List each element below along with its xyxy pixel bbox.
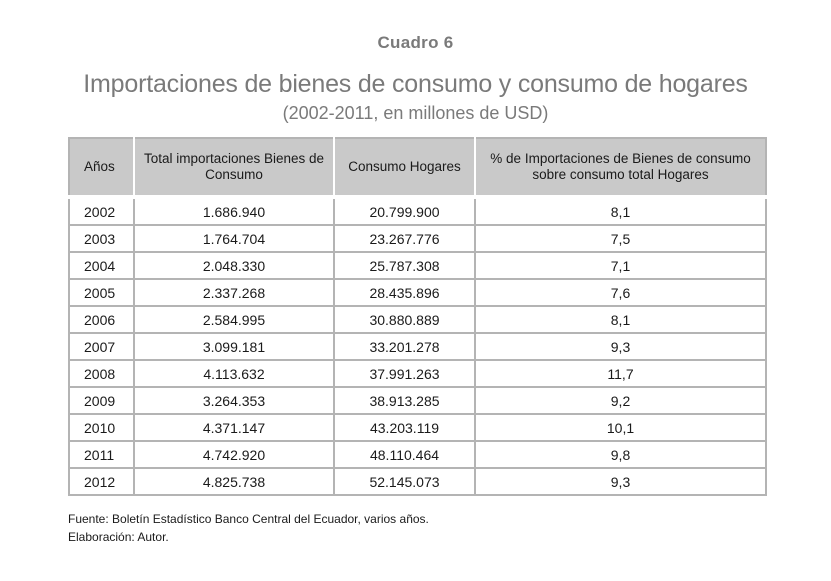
- household-consumption-cell: 38.913.285: [334, 387, 475, 414]
- table-notes: [68, 510, 429, 546]
- column-header-household-consumption: Consumo Hogares: [334, 138, 475, 197]
- table-row: [69, 252, 766, 279]
- import-percentage-cell: 9,3: [475, 333, 766, 360]
- year-cell: 2007: [69, 333, 134, 360]
- column-header-import-percentage: % de Importaciones de Bienes de consumo sobre consumo total Hogares: [475, 138, 766, 197]
- table-row: [69, 306, 766, 333]
- import-percentage-cell: 11,7: [475, 360, 766, 387]
- total-imports-cell: 3.099.181: [134, 333, 334, 360]
- total-imports-cell: 4.113.632: [134, 360, 334, 387]
- total-imports-cell: 2.584.995: [134, 306, 334, 333]
- table-row: [69, 333, 766, 360]
- data-table: [68, 137, 767, 496]
- import-percentage-cell: 10,1: [475, 414, 766, 441]
- table-row: [69, 225, 766, 252]
- year-cell: 2002: [69, 197, 134, 225]
- total-imports-cell: 4.742.920: [134, 441, 334, 468]
- table-label: Cuadro 6: [377, 33, 454, 52]
- table-row: [69, 360, 766, 387]
- household-consumption-cell: 30.880.889: [334, 306, 475, 333]
- household-consumption-cell: 43.203.119: [334, 414, 475, 441]
- household-consumption-cell: 37.991.263: [334, 360, 475, 387]
- total-imports-cell: 1.686.940: [134, 197, 334, 225]
- import-percentage-cell: 7,1: [475, 252, 766, 279]
- table-body: [69, 197, 766, 495]
- table-row: [69, 414, 766, 441]
- import-percentage-cell: 8,1: [475, 197, 766, 225]
- import-percentage-cell: 9,2: [475, 387, 766, 414]
- page-title: Importaciones de bienes de consumo y consumo de hogares: [83, 70, 748, 98]
- import-percentage-cell: 9,8: [475, 441, 766, 468]
- household-consumption-cell: 33.201.278: [334, 333, 475, 360]
- import-percentage-cell: 9,3: [475, 468, 766, 495]
- page-subtitle: (2002-2011, en millones de USD): [282, 103, 549, 123]
- year-cell: 2004: [69, 252, 134, 279]
- year-cell: 2009: [69, 387, 134, 414]
- import-percentage-cell: 8,1: [475, 306, 766, 333]
- household-consumption-cell: 25.787.308: [334, 252, 475, 279]
- table-header: [69, 138, 766, 197]
- source-note: Fuente: Boletín Estadístico Banco Central del Ecuador, varios años.: [68, 512, 429, 526]
- year-cell: 2003: [69, 225, 134, 252]
- total-imports-cell: 4.371.147: [134, 414, 334, 441]
- household-consumption-cell: 28.435.896: [334, 279, 475, 306]
- year-cell: 2011: [69, 441, 134, 468]
- total-imports-cell: 3.264.353: [134, 387, 334, 414]
- header-row: [69, 138, 766, 197]
- column-header-years: Años: [69, 138, 134, 197]
- household-consumption-cell: 52.145.073: [334, 468, 475, 495]
- year-cell: 2008: [69, 360, 134, 387]
- total-imports-cell: 2.048.330: [134, 252, 334, 279]
- year-cell: 2012: [69, 468, 134, 495]
- import-percentage-cell: 7,6: [475, 279, 766, 306]
- household-consumption-cell: 48.110.464: [334, 441, 475, 468]
- table-row: [69, 468, 766, 495]
- year-cell: 2005: [69, 279, 134, 306]
- author-note: Elaboración: Autor.: [68, 530, 169, 544]
- total-imports-cell: 1.764.704: [134, 225, 334, 252]
- year-cell: 2010: [69, 414, 134, 441]
- total-imports-cell: 2.337.268: [134, 279, 334, 306]
- household-consumption-cell: 20.799.900: [334, 197, 475, 225]
- table-row: [69, 441, 766, 468]
- total-imports-cell: 4.825.738: [134, 468, 334, 495]
- column-header-total-imports: Total importaciones Bienes de Consumo: [134, 138, 334, 197]
- table-row: [69, 279, 766, 306]
- household-consumption-cell: 23.267.776: [334, 225, 475, 252]
- table-row: [69, 197, 766, 225]
- year-cell: 2006: [69, 306, 134, 333]
- table-row: [69, 387, 766, 414]
- import-percentage-cell: 7,5: [475, 225, 766, 252]
